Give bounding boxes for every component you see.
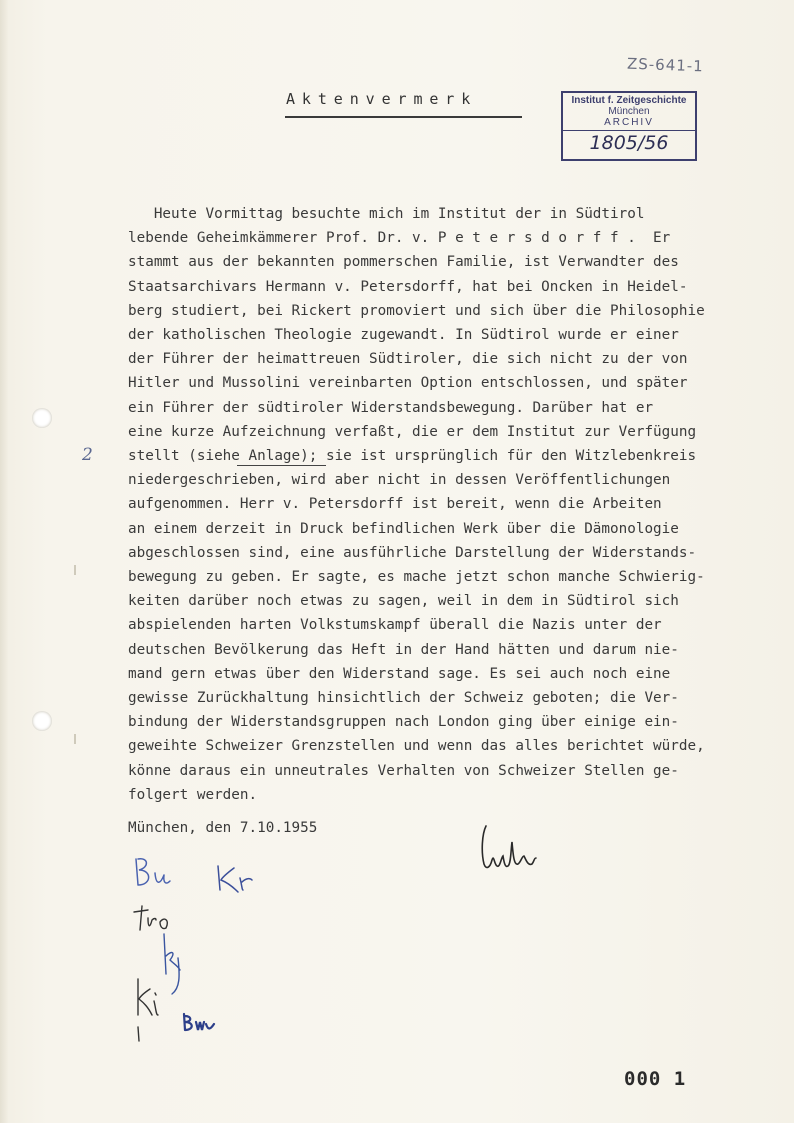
title-underline — [285, 116, 522, 118]
document-title: Aktenvermerk — [286, 90, 478, 108]
handwritten-initial — [130, 975, 164, 1043]
margin-note: 2 — [82, 445, 93, 465]
body-line: berg studiert, bei Rickert promoviert und sich über die Philosophie — [128, 302, 705, 319]
stamp-archive-number: 1805/56 — [589, 132, 669, 154]
memo-body — [128, 202, 794, 807]
body-line: Hitler und Mussolini vereinbarten Option entschlossen, und später — [128, 375, 688, 392]
page-fold-shadow — [0, 0, 8, 1123]
handwritten-initial — [180, 1012, 216, 1034]
body-line: abspielenden harten Volkstumskampf überall die Nazis unter der — [128, 617, 662, 634]
body-line: könne daraus ein unneutrales Verhalten von Schweizer Stellen ge- — [128, 762, 679, 779]
punch-hole-top — [32, 408, 52, 428]
body-line: mand gern etwas über den Widerstand sage. Es sei auch noch eine — [128, 665, 671, 682]
handwritten-reference-number: ZS-641-1 — [626, 54, 705, 76]
body-line: stammt aus der bekannten pommerschen Familie, ist Verwandter des — [128, 254, 679, 271]
page-number: 000 1 — [624, 1068, 687, 1090]
body-line: geweihte Schweizer Grenzstellen und wenn das alles berichtet würde, — [128, 738, 705, 755]
stamp-archive-label: ARCHIV — [604, 117, 654, 128]
handwritten-initial — [212, 862, 256, 896]
body-line: gewisse Zurückhaltung hinsichtlich der Schweiz geboten; die Ver- — [128, 690, 679, 707]
body-line: eine kurze Aufzeichnung verfaßt, die er dem Institut zur Verfügung — [128, 423, 697, 440]
stamp-divider — [563, 130, 695, 131]
body-line: bindung der Widerstandsgruppen nach London ging über einige ein- — [128, 714, 679, 731]
body-line: folgert werden. — [128, 786, 258, 803]
body-line: der katholischen Theologie zugewandt. In Südtirol wurde er einer — [128, 327, 679, 344]
body-line: Staatsarchivars Hermann v. Petersdorff, hat bei Oncken in Heidel- — [128, 278, 688, 295]
handwritten-initial — [132, 855, 182, 893]
body-line: abgeschlossen sind, eine ausführliche Darstellung der Widerstands- — [128, 544, 697, 561]
body-line: niedergeschrieben, wird aber nicht in dessen Veröffentlichungen — [128, 472, 671, 489]
fold-mark — [74, 734, 76, 744]
body-line: an einem derzeit in Druck befindlichen Werk über die Dämonologie — [128, 520, 679, 537]
body-line: aufgenommen. Herr v. Petersdorff ist bereit, wenn die Arbeiten — [128, 496, 662, 513]
body-line: lebende Geheimkämmerer Prof. Dr. v. P e t e r s d o r f f . Er — [128, 230, 671, 247]
stamp-institute: Institut f. Zeitgeschichte — [571, 95, 687, 106]
handwritten-signature — [478, 820, 540, 874]
body-line: ein Führer der südtiroler Widerstandsbewegung. Darüber hat er — [128, 399, 654, 416]
body-line: deutschen Bevölkerung das Heft in der Hand hätten und darum nie- — [128, 641, 679, 658]
archive-stamp — [561, 91, 697, 161]
stamp-city: München — [608, 106, 650, 117]
fold-mark — [74, 565, 76, 575]
body-line: bewegung zu geben. Er sagte, es mache jetzt schon manche Schwierig- — [128, 569, 705, 586]
date-line: München, den 7.10.1955 — [128, 820, 318, 836]
body-line: stellt (siehe Anlage); sie ist ursprünglich für den Witzlebenkreis — [128, 448, 697, 465]
anlage-underline — [237, 465, 326, 466]
body-line: der Führer der heimattreuen Südtiroler, die sich nicht zu der von — [128, 351, 688, 368]
body-line: keiten darüber noch etwas zu sagen, weil in dem in Südtirol sich — [128, 593, 679, 610]
punch-hole-bottom — [32, 711, 52, 731]
body-line: Heute Vormittag besuchte mich im Institut der in Südtirol — [128, 206, 645, 222]
